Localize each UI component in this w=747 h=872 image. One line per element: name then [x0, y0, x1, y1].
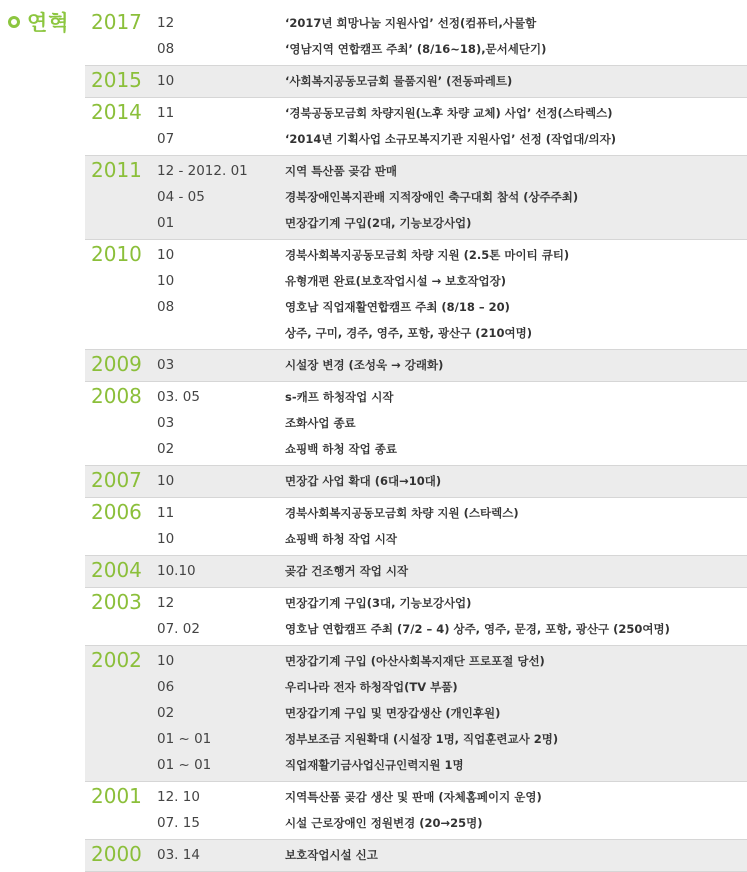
history-heading — [8, 8, 70, 36]
timeline-entry — [85, 700, 747, 726]
entry-date: 12. 10 — [157, 789, 200, 805]
entry-date: 04 - 05 — [157, 189, 205, 205]
year-label: 2009 — [91, 352, 142, 376]
year-block-2010 — [85, 240, 747, 350]
entry-date: 01 ~ 01 — [157, 757, 212, 773]
entry-description: 경북사회복지공동모금회 차량 지원 (스타렉스) — [285, 506, 519, 520]
entry-date: 07. 15 — [157, 815, 200, 831]
year-label: 2010 — [91, 242, 142, 266]
entry-description: 우리나라 전자 하청작업(TV 부품) — [285, 680, 458, 694]
year-block-2004 — [85, 556, 747, 588]
entry-description: 보호작업시설 신고 — [285, 848, 378, 862]
entry-date: 08 — [157, 41, 175, 57]
timeline-entry — [85, 268, 747, 294]
timeline-entry — [85, 294, 747, 320]
entry-description: 지역 특산품 곶감 판매 — [285, 164, 397, 178]
year-label: 2008 — [91, 384, 142, 408]
year-block-2014 — [85, 98, 747, 156]
entry-description: 시설장 변경 (조성욱 → 강래화) — [285, 358, 444, 372]
entry-date: 02 — [157, 705, 175, 721]
entry-description: ‘경북공동모금회 차량지원(노후 차량 교체) 사업’ 선정(스타렉스) — [285, 106, 613, 120]
timeline-entry — [85, 616, 747, 642]
timeline-entry — [85, 842, 747, 868]
timeline-entry — [85, 68, 747, 94]
history-timeline — [85, 8, 747, 872]
year-label: 2007 — [91, 468, 142, 492]
entry-description: 경북장애인복지관배 지적장애인 축구대회 참석 (상주주최) — [285, 190, 579, 204]
timeline-entry — [85, 726, 747, 752]
entry-date: 01 — [157, 215, 175, 231]
entry-description: 면장갑기계 구입 및 면장갑생산 (개인후원) — [285, 706, 501, 720]
entry-description: 정부보조금 지원확대 (시설장 1명, 직업훈련교사 2명) — [285, 732, 559, 746]
timeline-entry — [85, 784, 747, 810]
year-block-2008 — [85, 382, 747, 466]
timeline-entry — [85, 158, 747, 184]
entry-date: 03 — [157, 415, 175, 431]
entry-description: 면장갑 사업 확대 (6대→10대) — [285, 474, 442, 488]
year-block-2017 — [85, 8, 747, 66]
year-label: 2004 — [91, 558, 142, 582]
entry-description: 면장갑기계 구입(2대, 기능보강사업) — [285, 216, 472, 230]
entry-date: 10 — [157, 73, 175, 89]
entry-date: 11 — [157, 105, 175, 121]
entry-description: ‘2014년 기획사업 소규모복지기관 지원사업’ 선정 (작업대/의자) — [285, 132, 616, 146]
year-label: 2014 — [91, 100, 142, 124]
timeline-entry — [85, 810, 747, 836]
circle-bullet-icon — [8, 16, 20, 28]
entry-date: 10 — [157, 473, 175, 489]
year-block-2000 — [85, 840, 747, 872]
entry-date: 03 — [157, 357, 175, 373]
entry-description: 지역특산품 곶감 생산 및 판매 (자체홈페이지 운영) — [285, 790, 542, 804]
timeline-entry — [85, 126, 747, 152]
timeline-entry — [85, 184, 747, 210]
entry-description: 곶감 건조행거 작업 시작 — [285, 564, 409, 578]
year-block-2003 — [85, 588, 747, 646]
timeline-entry — [85, 242, 747, 268]
entry-date: 10 — [157, 247, 175, 263]
entry-date: 10 — [157, 653, 175, 669]
entry-date: 11 — [157, 505, 175, 521]
timeline-entry — [85, 500, 747, 526]
entry-description: 영호남 직업재활연합캠프 주최 (8/18 – 20) — [285, 300, 510, 314]
entry-date: 12 - 2012. 01 — [157, 163, 248, 179]
timeline-entry — [85, 648, 747, 674]
entry-description: 시설 근로장애인 정원변경 (20→25명) — [285, 816, 483, 830]
year-label: 2001 — [91, 784, 142, 808]
timeline-entry — [85, 320, 747, 346]
timeline-entry — [85, 674, 747, 700]
timeline-entry — [85, 10, 747, 36]
entry-date: 07. 02 — [157, 621, 200, 637]
entry-date: 03. 05 — [157, 389, 200, 405]
entry-description: 상주, 구미, 경주, 영주, 포항, 광산구 (210여명) — [285, 326, 533, 340]
timeline-entry — [85, 468, 747, 494]
entry-date: 10 — [157, 273, 175, 289]
year-label: 2002 — [91, 648, 142, 672]
entry-date: 02 — [157, 441, 175, 457]
entry-description: 영호남 연합캠프 주최 (7/2 – 4) 상주, 영주, 문경, 포항, 광산구 (250여명) — [285, 622, 670, 636]
year-label: 2000 — [91, 842, 142, 866]
entry-date: 03. 14 — [157, 847, 200, 863]
entry-description: 쇼핑백 하청 작업 종료 — [285, 442, 397, 456]
entry-description: ‘사회복지공동모금회 물품지원’ (전동파레트) — [285, 74, 513, 88]
entry-description: ‘2017년 희망나눔 지원사업’ 선정(컴퓨터,사물함 — [285, 16, 537, 30]
entry-description: 직업재활기금사업신규인력지원 1명 — [285, 758, 464, 772]
year-label: 2017 — [91, 10, 142, 34]
timeline-entry — [85, 410, 747, 436]
year-block-2011 — [85, 156, 747, 240]
entry-date: 06 — [157, 679, 175, 695]
timeline-entry — [85, 558, 747, 584]
timeline-entry — [85, 752, 747, 778]
entry-description: 면장갑기계 구입(3대, 기능보강사업) — [285, 596, 472, 610]
entry-date: 12 — [157, 595, 175, 611]
entry-description: s-캐프 하청작업 시작 — [285, 390, 394, 404]
timeline-entry — [85, 590, 747, 616]
entry-date: 01 ~ 01 — [157, 731, 212, 747]
year-block-2009 — [85, 350, 747, 382]
timeline-entry — [85, 384, 747, 410]
year-block-2002 — [85, 646, 747, 782]
entry-date: 12 — [157, 15, 175, 31]
timeline-entry — [85, 352, 747, 378]
timeline-entry — [85, 436, 747, 462]
year-block-2001 — [85, 782, 747, 840]
entry-description: 면장갑기계 구입 (아산사회복지재단 프로포절 당선) — [285, 654, 545, 668]
year-label: 2011 — [91, 158, 142, 182]
entry-description: 쇼핑백 하청 작업 시작 — [285, 532, 397, 546]
timeline-entry — [85, 100, 747, 126]
entry-description: 경북사회복지공동모금회 차량 지원 (2.5톤 마이티 큐티) — [285, 248, 570, 262]
entry-date: 07 — [157, 131, 175, 147]
page-title: 연혁 — [27, 11, 70, 35]
timeline-entry — [85, 36, 747, 62]
year-label: 2006 — [91, 500, 142, 524]
entry-description: 조화사업 종료 — [285, 416, 356, 430]
timeline-entry — [85, 210, 747, 236]
entry-date: 10.10 — [157, 563, 196, 579]
entry-date: 08 — [157, 299, 175, 315]
entry-date: 10 — [157, 531, 175, 547]
timeline-entry — [85, 526, 747, 552]
year-block-2007 — [85, 466, 747, 498]
year-label: 2015 — [91, 68, 142, 92]
year-block-2015 — [85, 66, 747, 98]
entry-description: 유형개편 완료(보호작업시설 → 보호작업장) — [285, 274, 507, 288]
year-block-2006 — [85, 498, 747, 556]
entry-description: ‘영남지역 연합캠프 주최’ (8/16~18),문서세단기) — [285, 42, 547, 56]
year-label: 2003 — [91, 590, 142, 614]
